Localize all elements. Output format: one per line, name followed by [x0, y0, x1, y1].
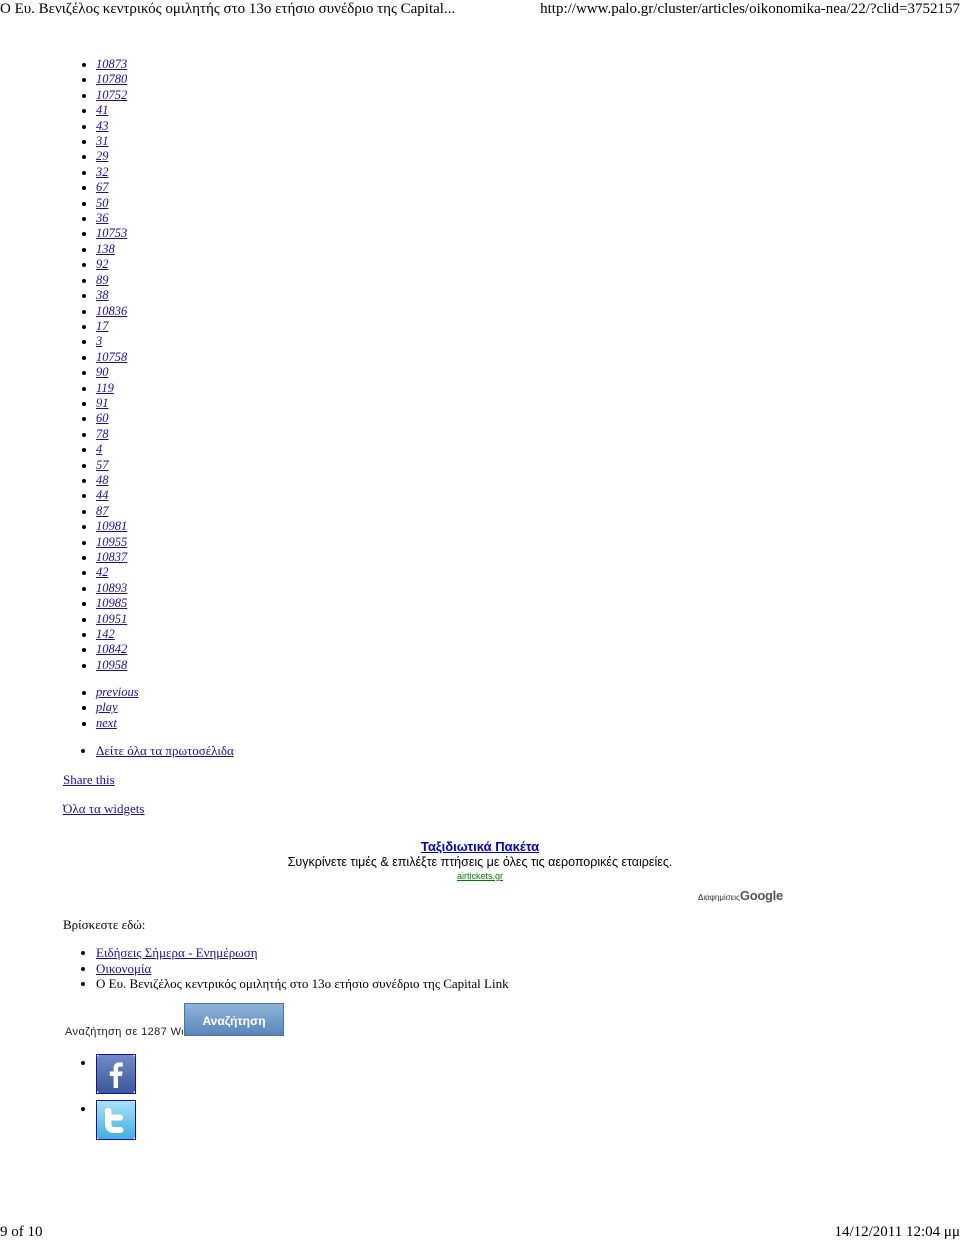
ad-url[interactable]: airtickets.gr — [456, 871, 503, 881]
list-item — [96, 519, 127, 534]
number-link[interactable]: 36 — [96, 211, 109, 226]
print-header-title: Ο Ευ. Βενιζέλος κεντρικός ομιλητής στο 13ο ετήσιο συνέδριο της Capital... — [0, 1, 456, 17]
share-this-link[interactable]: Share this — [63, 772, 115, 787]
number-link[interactable]: 17 — [96, 318, 109, 333]
list-item — [96, 334, 127, 349]
print-header-url: http://www.palo.gr/cluster/articles/oikonomika-nea/22/?clid=3752157 — [540, 1, 960, 17]
print-footer-datetime: 14/12/2011 12:04 μμ — [834, 1224, 960, 1240]
breadcrumb-item — [96, 945, 509, 961]
list-item — [96, 612, 127, 627]
list-item — [96, 488, 127, 503]
number-link[interactable]: 4 — [96, 442, 103, 457]
number-link[interactable]: 38 — [96, 288, 109, 303]
all-widgets-link[interactable]: Όλα τα widgets — [63, 801, 145, 816]
previous-link[interactable]: previous — [96, 685, 139, 699]
number-link[interactable]: 92 — [96, 257, 109, 272]
list-item — [96, 581, 127, 596]
number-link[interactable]: 10955 — [96, 534, 128, 549]
number-link[interactable]: 78 — [96, 426, 109, 441]
print-header — [0, 0, 960, 18]
list-item — [96, 658, 127, 673]
number-link[interactable]: 119 — [96, 380, 114, 395]
number-link[interactable]: 41 — [96, 103, 109, 118]
list-item — [96, 165, 127, 180]
number-link[interactable]: 10951 — [96, 611, 128, 626]
facebook-icon[interactable] — [96, 1054, 136, 1094]
list-item — [96, 211, 127, 226]
play-link[interactable]: play — [96, 700, 118, 715]
list-item — [96, 442, 127, 457]
ads-by-label: Διαφημίσεις — [698, 893, 740, 902]
list-item — [96, 319, 127, 334]
list-item — [96, 288, 127, 303]
number-link[interactable]: 10836 — [96, 303, 128, 318]
number-link[interactable]: 48 — [96, 472, 109, 487]
number-link[interactable]: 90 — [96, 365, 109, 380]
number-link[interactable]: 10780 — [96, 72, 128, 87]
print-footer — [0, 1222, 960, 1242]
number-link[interactable]: 10873 — [96, 57, 128, 71]
number-link[interactable]: 29 — [96, 149, 109, 164]
text-ad — [0, 838, 960, 883]
list-item — [96, 458, 127, 473]
breadcrumb — [80, 945, 509, 992]
list-item — [96, 149, 127, 164]
list-item — [96, 226, 127, 241]
next-link[interactable]: next — [96, 715, 117, 730]
list-item — [96, 57, 127, 72]
number-link[interactable]: 10758 — [96, 349, 128, 364]
list-item — [96, 381, 127, 396]
number-link[interactable]: 31 — [96, 134, 109, 149]
print-footer-page: 9 of 10 — [0, 1224, 43, 1240]
list-item — [96, 273, 127, 288]
number-link[interactable]: 43 — [96, 118, 109, 133]
search-button[interactable]: Αναζήτηση — [184, 1003, 284, 1036]
list-item — [96, 103, 127, 118]
social-links — [80, 1054, 96, 1146]
list-item — [96, 596, 127, 611]
list-item — [96, 550, 127, 565]
number-link[interactable]: 91 — [96, 395, 109, 410]
number-link[interactable]: 57 — [96, 457, 109, 472]
list-item — [96, 685, 139, 700]
list-item — [96, 350, 127, 365]
ad-title[interactable]: Ταξιδιωτικά Πακέτα — [420, 839, 540, 854]
number-link[interactable]: 10837 — [96, 550, 128, 564]
number-link[interactable]: 10893 — [96, 580, 128, 595]
list-item — [96, 88, 127, 103]
number-link[interactable]: 60 — [96, 411, 109, 426]
list-item — [96, 473, 127, 488]
list-item — [96, 134, 127, 149]
ads-by-google[interactable] — [698, 887, 783, 905]
number-link[interactable]: 89 — [96, 272, 109, 287]
ad-description: Συγκρίνετε τιμές & επιλέξτε πτήσεις με όλες τις αεροπορικές εταιρείες. — [287, 855, 673, 869]
number-link[interactable]: 67 — [96, 180, 109, 195]
number-link[interactable]: 3 — [96, 334, 103, 349]
number-link[interactable]: 10753 — [96, 226, 128, 241]
breadcrumb-current: Ο Ευ. Βενιζέλος κεντρικός ομιλητής στο 13ο ετήσιο συνέδριο της Capital Link — [96, 976, 509, 991]
list-item — [96, 411, 127, 426]
breadcrumb-link-news[interactable]: Ειδήσεις Σήμερα - Ενημέρωση — [96, 945, 258, 960]
all-widgets — [63, 801, 144, 817]
you-are-here-label: Βρίσκεστε εδώ: — [63, 917, 146, 932]
number-link[interactable]: 32 — [96, 164, 109, 179]
number-link[interactable]: 44 — [96, 488, 109, 503]
number-link[interactable]: 42 — [96, 565, 109, 580]
breadcrumb-item — [96, 976, 509, 992]
list-item — [96, 700, 139, 715]
list-item — [96, 72, 127, 87]
list-item — [96, 180, 127, 195]
share-this — [63, 772, 115, 788]
breadcrumb-item — [96, 961, 509, 977]
number-link-list — [80, 57, 127, 673]
list-item — [96, 119, 127, 134]
number-link[interactable]: 142 — [96, 627, 115, 642]
search-input[interactable] — [63, 1025, 185, 1039]
list-item — [96, 242, 127, 257]
list-item — [96, 642, 127, 657]
list-item — [96, 257, 127, 272]
number-link[interactable]: 10842 — [96, 642, 128, 657]
number-link[interactable]: 10958 — [96, 657, 128, 672]
google-logo: Google — [739, 888, 783, 903]
slider-controls — [80, 685, 139, 731]
number-link[interactable]: 87 — [96, 503, 109, 518]
twitter-icon[interactable] — [96, 1100, 136, 1140]
list-item — [96, 565, 127, 580]
number-link[interactable]: 10752 — [96, 87, 128, 102]
number-link[interactable]: 10985 — [96, 596, 128, 611]
list-item — [96, 304, 127, 319]
all-frontpages-link[interactable]: Δείτε όλα τα πρωτοσέλιδα — [96, 743, 234, 758]
list-item — [96, 743, 234, 759]
all-frontpages-list — [80, 743, 234, 759]
list-item — [96, 627, 127, 642]
list-item — [96, 535, 127, 550]
list-item — [96, 196, 127, 211]
list-item — [96, 396, 127, 411]
number-link[interactable]: 50 — [96, 195, 109, 210]
number-link[interactable]: 10981 — [96, 519, 128, 534]
number-link[interactable]: 138 — [96, 241, 115, 256]
list-item — [96, 427, 127, 442]
list-item — [96, 504, 127, 519]
list-item — [96, 365, 127, 380]
list-item — [96, 716, 139, 731]
breadcrumb-link-economy[interactable]: Οικονομία — [96, 960, 152, 976]
